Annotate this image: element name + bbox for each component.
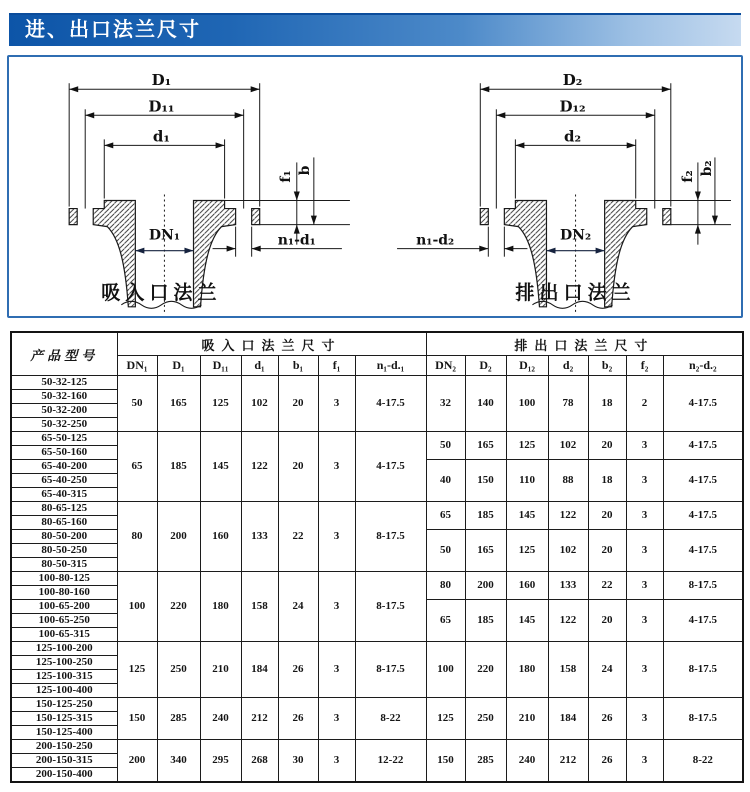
column-header-b2: b₂ — [588, 356, 626, 376]
model-cell: 200-150-400 — [11, 768, 117, 783]
svg-text:n₁-d₁: n₁-d₁ — [277, 232, 316, 249]
model-cell: 65-50-125 — [11, 432, 117, 446]
suction-value-cell: 285 — [157, 698, 200, 740]
suction-value-cell: 160 — [200, 502, 241, 572]
discharge-value-cell: 8-17.5 — [663, 698, 743, 740]
discharge-value-cell: 184 — [548, 698, 588, 740]
discharge-value-cell: 158 — [548, 642, 588, 698]
suction-value-cell: 133 — [241, 502, 278, 572]
model-cell: 80-50-250 — [11, 544, 117, 558]
dimension-bolt-holes — [397, 227, 527, 257]
discharge-value-cell: 50 — [426, 432, 465, 460]
discharge-value-cell: 80 — [426, 572, 465, 600]
suction-group-header: 吸入口法兰尺寸 — [117, 332, 426, 356]
discharge-value-cell: 3 — [626, 530, 663, 572]
discharge-value-cell: 4-17.5 — [663, 530, 743, 572]
table-row — [11, 740, 743, 754]
discharge-value-cell: 3 — [626, 698, 663, 740]
discharge-value-cell: 185 — [465, 600, 506, 642]
discharge-value-cell: 8-22 — [663, 740, 743, 783]
discharge-value-cell: 4-17.5 — [663, 460, 743, 502]
column-header-d11: D₁₁ — [200, 356, 241, 376]
discharge-value-cell: 4-17.5 — [663, 376, 743, 432]
svg-text:n₁-d₂: n₁-d₂ — [416, 232, 455, 249]
suction-value-cell: 65 — [117, 432, 157, 502]
suction-value-cell: 50 — [117, 376, 157, 432]
discharge-value-cell: 122 — [548, 600, 588, 642]
suction-value-cell: 80 — [117, 502, 157, 572]
suction-value-cell: 220 — [157, 572, 200, 642]
column-header-d1: D₁ — [157, 356, 200, 376]
model-cell: 50-32-125 — [11, 376, 117, 390]
suction-value-cell: 165 — [157, 376, 200, 432]
model-cell: 125-100-200 — [11, 642, 117, 656]
suction-value-cell: 250 — [157, 642, 200, 698]
discharge-value-cell: 8-17.5 — [663, 642, 743, 698]
dimension-d-face — [104, 127, 224, 198]
discharge-value-cell: 185 — [465, 502, 506, 530]
discharge-value-cell: 22 — [588, 572, 626, 600]
svg-text:D₁: D₁ — [151, 71, 172, 90]
discharge-value-cell: 160 — [506, 572, 548, 600]
column-header-n1-d1: n₁-d.₁ — [355, 356, 426, 376]
discharge-value-cell: 18 — [588, 460, 626, 502]
suction-caption: 吸入口法兰 — [101, 282, 222, 304]
suction-value-cell: 3 — [318, 642, 355, 698]
suction-value-cell: 145 — [200, 432, 241, 502]
model-column-header: 产品型号 — [11, 332, 117, 376]
flange-dimensions-table — [10, 331, 744, 783]
model-cell: 100-80-160 — [11, 586, 117, 600]
discharge-value-cell: 200 — [465, 572, 506, 600]
model-cell: 200-150-250 — [11, 740, 117, 754]
suction-value-cell: 20 — [278, 432, 318, 502]
suction-value-cell: 295 — [200, 740, 241, 783]
svg-text:b: b — [296, 165, 313, 176]
page-title-banner — [9, 13, 741, 46]
suction-flange-diagram — [9, 58, 375, 315]
column-header-f2: f₂ — [626, 356, 663, 376]
suction-value-cell: 158 — [241, 572, 278, 642]
discharge-value-cell: 285 — [465, 740, 506, 783]
suction-value-cell: 200 — [117, 740, 157, 783]
dimension-d-face — [515, 127, 635, 198]
flange-table-body — [11, 376, 743, 783]
suction-value-cell: 30 — [278, 740, 318, 783]
discharge-value-cell: 3 — [626, 642, 663, 698]
model-cell: 150-125-250 — [11, 698, 117, 712]
discharge-value-cell: 145 — [506, 502, 548, 530]
model-cell: 200-150-315 — [11, 754, 117, 768]
dimension-d-bolt-circle — [85, 97, 243, 208]
discharge-value-cell: 165 — [465, 432, 506, 460]
suction-value-cell: 340 — [157, 740, 200, 783]
discharge-value-cell: 4-17.5 — [663, 432, 743, 460]
table-row — [11, 698, 743, 712]
suction-value-cell: 20 — [278, 376, 318, 432]
discharge-value-cell: 2 — [626, 376, 663, 432]
suction-value-cell: 102 — [241, 376, 278, 432]
discharge-value-cell: 250 — [465, 698, 506, 740]
suction-value-cell: 3 — [318, 698, 355, 740]
discharge-value-cell: 18 — [588, 376, 626, 432]
suction-value-cell: 268 — [241, 740, 278, 783]
svg-text:DN₁: DN₁ — [148, 227, 180, 244]
discharge-value-cell: 100 — [506, 376, 548, 432]
discharge-group-header: 排出口法兰尺寸 — [426, 332, 743, 356]
model-cell: 80-65-160 — [11, 516, 117, 530]
svg-text:f₁: f₁ — [277, 170, 294, 183]
column-header-dn1: DN₁ — [117, 356, 157, 376]
discharge-value-cell: 110 — [506, 460, 548, 502]
discharge-value-cell: 100 — [426, 642, 465, 698]
svg-text:f₂: f₂ — [679, 170, 696, 183]
discharge-value-cell: 20 — [588, 530, 626, 572]
suction-value-cell: 8-22 — [355, 698, 426, 740]
model-cell: 80-50-200 — [11, 530, 117, 544]
discharge-value-cell: 180 — [506, 642, 548, 698]
suction-value-cell: 185 — [157, 432, 200, 502]
discharge-value-cell: 102 — [548, 530, 588, 572]
dimension-d-bolt-circle — [496, 97, 654, 208]
discharge-value-cell: 26 — [588, 698, 626, 740]
model-cell: 50-32-200 — [11, 404, 117, 418]
suction-value-cell: 24 — [278, 572, 318, 642]
discharge-flange-diagram — [375, 58, 741, 315]
discharge-value-cell: 102 — [548, 432, 588, 460]
discharge-value-cell: 20 — [588, 600, 626, 642]
discharge-value-cell: 150 — [426, 740, 465, 783]
discharge-value-cell: 3 — [626, 460, 663, 502]
discharge-value-cell: 4-17.5 — [663, 600, 743, 642]
model-cell: 150-125-400 — [11, 726, 117, 740]
table-row — [11, 502, 743, 516]
table-row — [11, 376, 743, 390]
suction-value-cell: 210 — [200, 642, 241, 698]
suction-value-cell: 3 — [318, 502, 355, 572]
suction-value-cell: 3 — [318, 432, 355, 502]
suction-value-cell: 12-22 — [355, 740, 426, 783]
table-row — [11, 432, 743, 446]
model-cell: 125-100-400 — [11, 684, 117, 698]
discharge-value-cell: 40 — [426, 460, 465, 502]
suction-value-cell: 184 — [241, 642, 278, 698]
svg-text:b₂: b₂ — [698, 160, 715, 177]
column-header-d2-face: d₂ — [548, 356, 588, 376]
svg-text:D₁₁: D₁₁ — [148, 97, 175, 116]
model-cell: 100-65-200 — [11, 600, 117, 614]
discharge-value-cell: 122 — [548, 502, 588, 530]
discharge-value-cell: 210 — [506, 698, 548, 740]
discharge-value-cell: 88 — [548, 460, 588, 502]
model-cell: 65-40-315 — [11, 488, 117, 502]
model-cell: 150-125-315 — [11, 712, 117, 726]
model-cell: 100-65-315 — [11, 628, 117, 642]
suction-value-cell: 4-17.5 — [355, 376, 426, 432]
discharge-value-cell: 125 — [506, 530, 548, 572]
column-header-f1: f₁ — [318, 356, 355, 376]
discharge-value-cell: 240 — [506, 740, 548, 783]
suction-value-cell: 26 — [278, 642, 318, 698]
discharge-value-cell: 145 — [506, 600, 548, 642]
discharge-value-cell: 3 — [626, 740, 663, 783]
svg-text:D₂: D₂ — [562, 71, 583, 90]
suction-value-cell: 122 — [241, 432, 278, 502]
suction-value-cell: 150 — [117, 698, 157, 740]
suction-value-cell: 4-17.5 — [355, 432, 426, 502]
column-header-d1-face: d₁ — [241, 356, 278, 376]
model-cell: 80-50-315 — [11, 558, 117, 572]
discharge-value-cell: 150 — [465, 460, 506, 502]
model-cell: 100-65-250 — [11, 614, 117, 628]
suction-value-cell: 26 — [278, 698, 318, 740]
discharge-value-cell: 26 — [588, 740, 626, 783]
discharge-value-cell: 8-17.5 — [663, 572, 743, 600]
discharge-value-cell: 3 — [626, 600, 663, 642]
discharge-value-cell: 3 — [626, 572, 663, 600]
suction-value-cell: 22 — [278, 502, 318, 572]
svg-text:d₁: d₁ — [152, 127, 170, 146]
dimension-face-thickness — [636, 157, 731, 244]
model-cell: 100-80-125 — [11, 572, 117, 586]
model-cell: 80-65-125 — [11, 502, 117, 516]
column-header-b1: b₁ — [278, 356, 318, 376]
suction-value-cell: 100 — [117, 572, 157, 642]
suction-value-cell: 180 — [200, 572, 241, 642]
discharge-caption: 排出口法兰 — [515, 282, 636, 304]
table-row — [11, 572, 743, 586]
svg-text:D₁₂: D₁₂ — [559, 97, 586, 116]
table-row — [11, 642, 743, 656]
discharge-value-cell: 4-17.5 — [663, 502, 743, 530]
page-title: 进、出口法兰尺寸 — [25, 19, 201, 41]
discharge-value-cell: 78 — [548, 376, 588, 432]
suction-value-cell: 200 — [157, 502, 200, 572]
model-cell: 65-40-250 — [11, 474, 117, 488]
model-cell: 50-32-250 — [11, 418, 117, 432]
dimension-bolt-holes — [213, 227, 342, 257]
column-header-dn2: DN₂ — [426, 356, 465, 376]
discharge-value-cell: 140 — [465, 376, 506, 432]
discharge-value-cell: 32 — [426, 376, 465, 432]
suction-value-cell: 240 — [200, 698, 241, 740]
model-cell: 50-32-160 — [11, 390, 117, 404]
svg-text:d₂: d₂ — [563, 127, 582, 146]
suction-value-cell: 8-17.5 — [355, 642, 426, 698]
model-cell: 125-100-250 — [11, 656, 117, 670]
discharge-value-cell: 133 — [548, 572, 588, 600]
svg-text:DN₂: DN₂ — [559, 227, 592, 244]
suction-value-cell: 125 — [117, 642, 157, 698]
suction-value-cell: 8-17.5 — [355, 572, 426, 642]
suction-value-cell: 3 — [318, 572, 355, 642]
discharge-value-cell: 65 — [426, 502, 465, 530]
discharge-value-cell: 65 — [426, 600, 465, 642]
flange-diagrams-panel — [7, 55, 743, 318]
discharge-value-cell: 50 — [426, 530, 465, 572]
suction-value-cell: 8-17.5 — [355, 502, 426, 572]
suction-value-cell: 3 — [318, 376, 355, 432]
column-header-n2-d2: n₂-d.₂ — [663, 356, 743, 376]
column-header-d2: D₂ — [465, 356, 506, 376]
discharge-value-cell: 165 — [465, 530, 506, 572]
discharge-value-cell: 220 — [465, 642, 506, 698]
model-cell: 125-100-315 — [11, 670, 117, 684]
discharge-value-cell: 125 — [426, 698, 465, 740]
suction-value-cell: 125 — [200, 376, 241, 432]
discharge-value-cell: 20 — [588, 502, 626, 530]
discharge-value-cell: 3 — [626, 432, 663, 460]
model-cell: 65-40-200 — [11, 460, 117, 474]
discharge-value-cell: 24 — [588, 642, 626, 698]
column-header-d12: D₁₂ — [506, 356, 548, 376]
model-cell: 65-50-160 — [11, 446, 117, 460]
discharge-value-cell: 3 — [626, 502, 663, 530]
suction-value-cell: 3 — [318, 740, 355, 783]
discharge-value-cell: 20 — [588, 432, 626, 460]
suction-value-cell: 212 — [241, 698, 278, 740]
discharge-value-cell: 212 — [548, 740, 588, 783]
discharge-value-cell: 125 — [506, 432, 548, 460]
